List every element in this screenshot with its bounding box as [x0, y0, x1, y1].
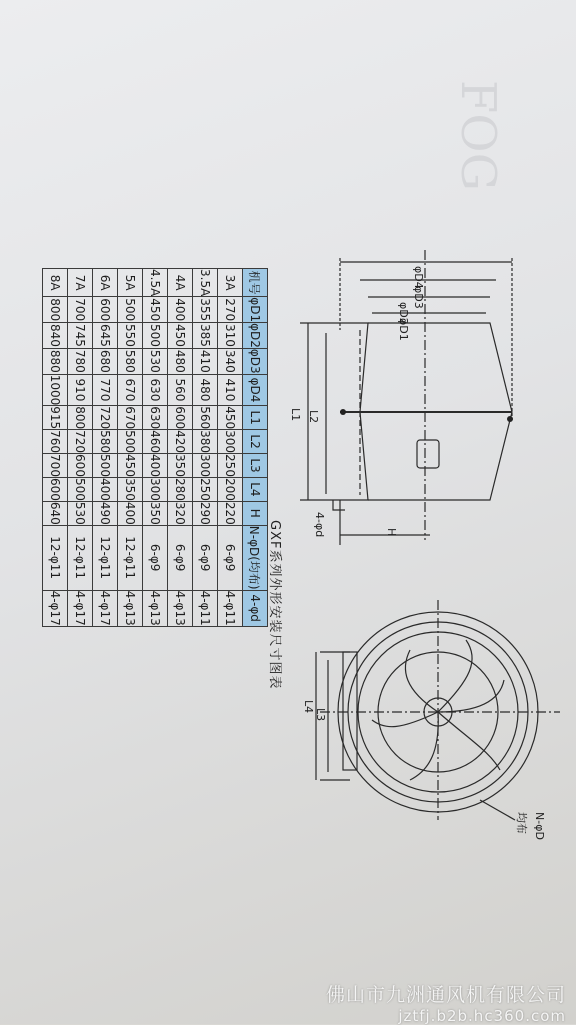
table-row: [168, 269, 193, 627]
table-cell: 770: [93, 374, 118, 406]
table-cell: 780: [68, 348, 93, 374]
table-cell: 580: [118, 348, 143, 374]
label-l1: L1: [289, 408, 302, 422]
table-row: [93, 269, 118, 627]
footer: [10, 980, 566, 1025]
footer-url: jztfj.b2b.hc360.com: [398, 1007, 566, 1025]
table-row: [218, 269, 243, 627]
table-cell: 400: [168, 297, 193, 323]
label-d3: φD3: [412, 286, 425, 309]
table-cell: 4-φ13: [168, 590, 193, 626]
table-header-row: [243, 269, 268, 627]
table-cell: 630: [143, 406, 168, 430]
table-cell: 630: [143, 374, 168, 406]
table-cell: 670: [118, 374, 143, 406]
table-cell: 800: [43, 297, 68, 323]
table-cell: 500: [68, 477, 93, 501]
table-cell: 12-φ11: [118, 525, 143, 590]
table-cell: 1000: [43, 374, 68, 406]
label-bolt: 4-φd: [313, 512, 326, 538]
table-cell: 12-φ11: [93, 525, 118, 590]
table-cell: 560: [193, 406, 218, 430]
table-cell: 300: [193, 454, 218, 478]
table-cell: 6A: [93, 269, 118, 297]
table-cell: 600: [43, 477, 68, 501]
table-header-cell: φD2: [243, 323, 268, 349]
table-cell: 350: [118, 477, 143, 501]
table-header-cell: L2: [243, 430, 268, 454]
table-header-cell: 机号: [243, 269, 268, 297]
label-nd-note: 均布: [515, 812, 528, 834]
table-header-cell: 4-φd: [243, 590, 268, 626]
table-cell: 300: [143, 477, 168, 501]
table-cell: 560: [168, 374, 193, 406]
table-cell: 12-φ11: [43, 525, 68, 590]
table-cell: 420: [168, 430, 193, 454]
table-cell: 500: [93, 454, 118, 478]
table-cell: 400: [143, 454, 168, 478]
table-cell: 4-φ11: [218, 590, 243, 626]
table-cell: 720: [68, 430, 93, 454]
table-cell: 4A: [168, 269, 193, 297]
table-cell: 4-φ13: [143, 590, 168, 626]
table-cell: 600: [93, 297, 118, 323]
table-header-cell: L4: [243, 477, 268, 501]
table-cell: 4-φ11: [193, 590, 218, 626]
table-cell: 6-φ9: [218, 525, 243, 590]
table-cell: 800: [68, 406, 93, 430]
table-cell: 250: [218, 454, 243, 478]
table-cell: 530: [68, 501, 93, 525]
spec-table: [42, 268, 268, 627]
table-cell: 7A: [68, 269, 93, 297]
table-cell: 700: [43, 454, 68, 478]
label-nd: N-φD: [533, 812, 546, 840]
table-cell: 280: [168, 477, 193, 501]
watermark-logo: FOG: [450, 80, 506, 191]
table-cell: 300: [218, 430, 243, 454]
label-l3: L3: [314, 708, 327, 722]
table-cell: 250: [193, 477, 218, 501]
label-d2: φD2: [397, 302, 410, 325]
table-cell: 720: [93, 406, 118, 430]
table-cell: 760: [43, 430, 68, 454]
table-cell: 12-φ11: [68, 525, 93, 590]
table-row: [118, 269, 143, 627]
table-cell: 550: [118, 323, 143, 349]
table-cell: 270: [218, 297, 243, 323]
table-cell: 680: [93, 348, 118, 374]
table-cell: 355: [193, 297, 218, 323]
table-cell: 320: [168, 501, 193, 525]
table-cell: 915: [43, 406, 68, 430]
table-header-cell: φD4: [243, 374, 268, 406]
table-row: [193, 269, 218, 627]
table-row: [43, 269, 68, 627]
table-cell: 3A: [218, 269, 243, 297]
table-body: [43, 269, 243, 627]
table-cell: 480: [168, 348, 193, 374]
label-d4: φD4: [412, 266, 425, 289]
table-cell: 450: [168, 323, 193, 349]
table-cell: 350: [168, 454, 193, 478]
table-cell: 4-φ17: [43, 590, 68, 626]
table-cell: 500: [143, 323, 168, 349]
label-d1: φD1: [397, 318, 410, 341]
table-cell: 840: [43, 323, 68, 349]
table-cell: 6-φ9: [168, 525, 193, 590]
table-header-cell: N-φD(均布): [243, 525, 268, 590]
table-cell: 530: [143, 348, 168, 374]
table-cell: 4.5A: [143, 269, 168, 297]
table-cell: 3.5A: [193, 269, 218, 297]
table-cell: 400: [118, 501, 143, 525]
table-cell: 380: [193, 430, 218, 454]
table-cell: 880: [43, 348, 68, 374]
table-cell: 4-φ17: [68, 590, 93, 626]
table-cell: 290: [193, 501, 218, 525]
table-cell: 580: [93, 430, 118, 454]
table-cell: 410: [193, 348, 218, 374]
table-cell: 4-φ13: [118, 590, 143, 626]
table-cell: 6-φ9: [193, 525, 218, 590]
table-cell: 8A: [43, 269, 68, 297]
company-name: 佛山市九洲通风机有限公司: [325, 984, 566, 1006]
table-cell: 5A: [118, 269, 143, 297]
table-cell: 350: [143, 501, 168, 525]
table-cell: 200: [218, 477, 243, 501]
table-header-cell: φD3: [243, 348, 268, 374]
table-cell: 4-φ17: [93, 590, 118, 626]
table-cell: 490: [93, 501, 118, 525]
table-cell: 640: [43, 501, 68, 525]
table-cell: 700: [68, 297, 93, 323]
table-cell: 600: [68, 454, 93, 478]
table-cell: 910: [68, 374, 93, 406]
table-cell: 450: [218, 406, 243, 430]
table-header-cell: H: [243, 501, 268, 525]
table-cell: 450: [118, 454, 143, 478]
table-cell: 340: [218, 348, 243, 374]
label-h: H: [385, 528, 398, 537]
table-cell: 400: [93, 477, 118, 501]
table-row: [143, 269, 168, 627]
table-cell: 460: [143, 430, 168, 454]
table-row: [68, 269, 93, 627]
table-cell: 480: [193, 374, 218, 406]
table-cell: 500: [118, 297, 143, 323]
table-cell: 410: [218, 374, 243, 406]
table-cell: 645: [93, 323, 118, 349]
table-header-cell: L1: [243, 406, 268, 430]
table-cell: 450: [143, 297, 168, 323]
table-cell: 385: [193, 323, 218, 349]
table-cell: 600: [168, 406, 193, 430]
table-cell: 310: [218, 323, 243, 349]
diagram-caption: GXF系列外形安装尺寸图表: [267, 520, 282, 690]
table-cell: 220: [218, 501, 243, 525]
table-cell: 500: [118, 430, 143, 454]
table-header-cell: L3: [243, 454, 268, 478]
table-cell: 745: [68, 323, 93, 349]
table-header-cell: φD1: [243, 297, 268, 323]
label-l2: L2: [307, 410, 320, 424]
table-cell: 670: [118, 406, 143, 430]
table-cell: 6-φ9: [143, 525, 168, 590]
label-l4: L4: [302, 700, 315, 714]
